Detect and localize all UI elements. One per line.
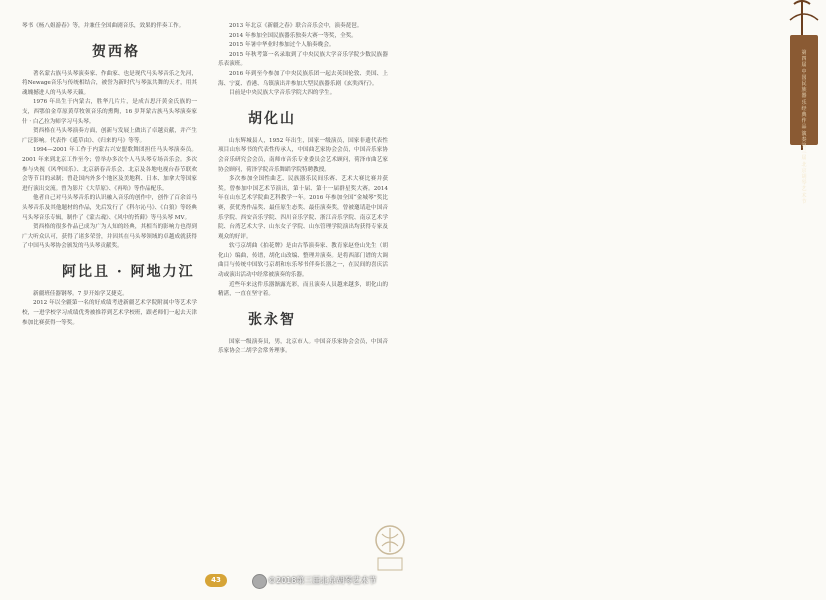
paragraph: 贺西格的很多作品已成为广为人知的经典，其相当的影响力也得到广大听众认可，获得了诸多荣誉，并因其在马头琴领域的卓越成就获得了中国马头琴协会颁发的马头琴贡献奖。 <box>22 224 197 250</box>
heading-he-xi-ge: 贺西格 <box>92 43 140 60</box>
paragraph: 2013 年北京《新疆之春》联合音乐会中，演奏琵琶。 <box>229 23 363 29</box>
paragraph: 多次参加全国性曲艺、民族器乐民间乐赛、艺术大赛比赛并获奖。曾参加中国艺术节演出，第十届、第十一届群星奖大赛。2014 年在山东艺术学院曲艺科教学一年。2016 年参加全国“金城琴”奖比赛，获优秀作品奖、最佳原生态奖、最佳演奏奖，曾被邀请赴中国音乐学院、西安音乐学院、四川音乐学院、浙江音乐学院、南京艺术学院、台湾艺术大学、山东女子学院、山东管理学院演出均获得专家及观众的好评。 <box>218 176 388 240</box>
decorative-sidebar <box>392 0 807 600</box>
paragraph: 2015 年秋考第一名录取到了中央民族大学音乐学院少数民族器乐表演班。 <box>218 51 388 68</box>
paragraph: 他者自己对马头琴音乐的认识融入音乐的创作中，创作了百余首马头琴音乐及其他题材的作品，先后发行了《科尔沁马》、《白狼》等经典马头琴音乐专辑，制作了《蒙古魂》、《风中的苔藓》等马头琴 MV。 <box>22 195 197 221</box>
paragraph: 近些年来这件乐器渐露光彩，而且演奏人员越来越多，胡化山的精湛，一直在坚守着。 <box>218 281 388 298</box>
paragraph: 著名蒙古族马头琴演奏家、作曲家、也是现代马头琴音乐之先河，将Newage音乐与传统相结合，被誉为新时代与琴弦共舞的天才，用其魂魄撼进人的马头琴天籁。 <box>22 70 197 96</box>
paragraph: 1994—2001 年工作于内蒙古兴安盟歌舞团担任马头琴演奏员。2001 年来到北京工作至今；曾举办多次个人马头琴专场音乐会。多次参与央视《风华国乐》、北京新春音乐会、北京及各地电视台春节联欢会等节目的录制；曾赴国内外多个地区及美地利、日本、加拿大等国家进行演出交流。曾为影片《大草原》、《再哈》等作品配乐。 <box>22 147 197 192</box>
paragraph: 软弓京胡曲《拍花牌》是由古筝演奏家、教育家赵登山先生（胡化山）编曲，传谱，胡化山改编、整理并演奏。是将西部门谱的大调曲目与传统中国软弓京胡和东乐琴书伴奏长器之一，在民间的喜庆活动或演出活动中经常被演奏的乐器。 <box>218 243 388 279</box>
paragraph: 2016 年到至今参加了中央民族乐团一起去英国伦敦、美国、上海、宁夏、香港、乌镇演出并参加大型民族器乐剧《玄奘西行》。 <box>218 70 388 87</box>
seal-logo-icon <box>368 520 413 575</box>
wechat-logo-icon <box>252 574 267 589</box>
paragraph: 新疆班佳器钢琴。7 岁开始学艾捷克。 <box>33 290 128 297</box>
paragraph: 目前是中央民族大学音乐学院大四的学生。 <box>229 90 336 97</box>
heading-abiqie-adilijiang: 阿比且 · 阿地力江 <box>62 263 195 280</box>
intro-paragraph: 琴书《杨八姐游春》等，并兼任全国曲剧音乐，效果的伴奏工作。 <box>22 23 185 29</box>
paragraph: 2014 年参加全国民族器乐独奏大赛一等奖，全奖。 <box>229 32 357 39</box>
paragraph: 2012 年以全疆第一名的好成绩考进新疆艺术学院附属中等艺术学校，一进学校学习成绩优秀被推荐到艺术学校班，跟老师们一起去天津参加比赛获得一等奖。 <box>22 300 197 326</box>
vertical-title: 第四届中国民族器乐经典作品演奏第三届北京胡琴艺术节 <box>801 50 807 205</box>
paragraph: 1976 年出生于内蒙古，胜华几片片，是成吉思汗黄金氏族的一支，西鄂伯金草原黄草牧领音乐的熏陶，16 岁拜蒙古族马头琴演奏家什 · 白乙拉为师学习马头琴。 <box>22 99 197 125</box>
right-column <box>218 22 388 357</box>
page-number: 43 <box>205 574 227 587</box>
paragraph: 国家一级演奏员，男，北京市人。中国音乐家协会会员，中国音乐家协会二胡学会常务理事。 <box>218 338 388 355</box>
paragraph: 贺西格在马头琴演奏方面，创新与发展上做出了卓越贡献，并产生广泛影响。代表作《遥草由》、《归来的马》等等。 <box>22 128 197 144</box>
heading-zhang-yong-zhi: 张永智 <box>248 311 296 328</box>
heading-hu-hua-shan: 胡化山 <box>248 110 296 127</box>
paragraph: 2015 年暑中华业时参加过个人胎奏晚会。 <box>229 42 335 49</box>
paragraph: 山东辉城县人，1952 年出生，国家一级演员，国家非遗代表性项目山东琴书的代表性传承人，中国曲艺家协会会员，中国音乐家协会音乐研究会会员，南师市音乐专业委员会艺术顾问，荷泽市曲艺家协会顾问，荷泽学院音乐舞蹈学院特聘教授。 <box>218 137 388 173</box>
left-column <box>22 22 197 328</box>
watermark: ©2018第三届北京胡琴艺术节 <box>268 576 377 585</box>
